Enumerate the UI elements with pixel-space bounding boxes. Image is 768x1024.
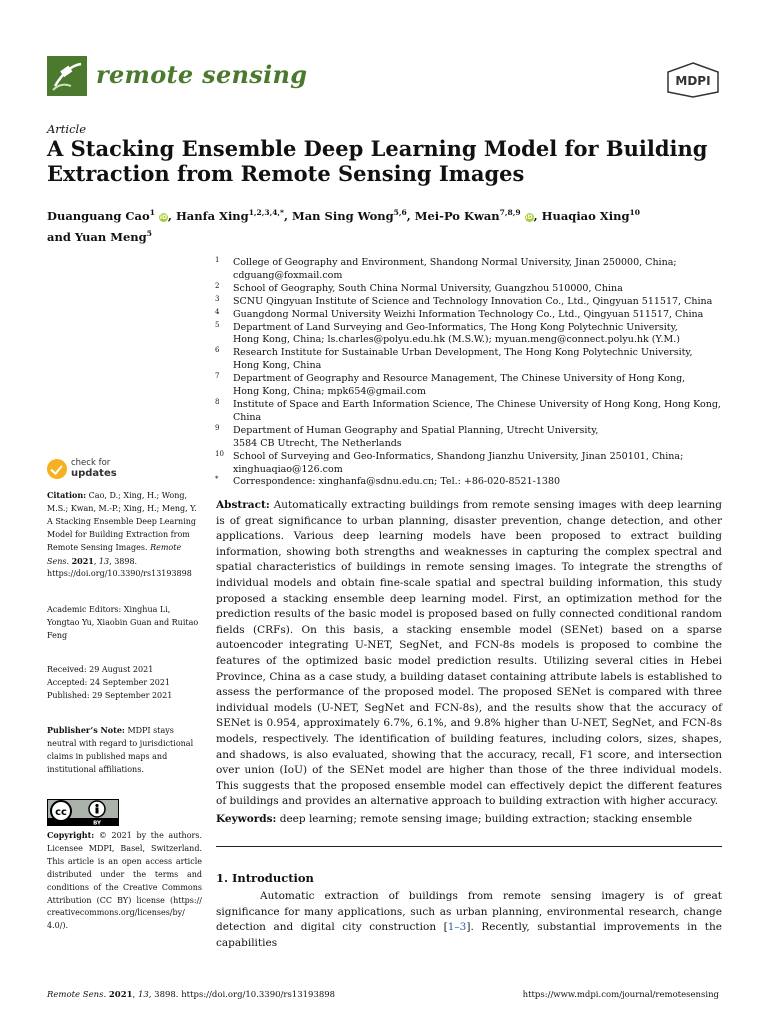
author-affiliation-marker: 1,2,3,4,* <box>248 208 284 217</box>
affiliation-line: Department of Human Geography and Spatial Planning, Utrecht University, <box>233 424 599 436</box>
author-affiliation-marker: 5,6 <box>393 208 407 217</box>
affiliation-item <box>213 399 743 425</box>
affiliation-line: cdguang@foxmail.com <box>233 269 343 281</box>
citation-journal: Remote Sens. <box>47 542 182 566</box>
affiliation-item <box>213 283 743 296</box>
copyright-notice <box>47 829 202 933</box>
affiliation-number: 10 <box>215 449 224 458</box>
mdpi-logo-icon <box>666 62 720 98</box>
footer-journal-url[interactable]: https://www.mdpi.com/journal/remotesensing <box>522 990 719 1000</box>
affiliation-list <box>213 257 743 489</box>
keywords-text: deep learning; remote sensing image; building extraction; stacking ensemble <box>279 813 693 825</box>
affiliation-number: 6 <box>215 346 220 355</box>
affiliation-line: Department of Geography and Resource Management, The Chinese University of Hong Kong, <box>233 373 686 385</box>
footer-volume: 13 <box>137 990 149 1000</box>
affiliation-number: 7 <box>215 372 220 381</box>
affiliation-line: Hong Kong, China <box>233 360 322 372</box>
paper-title: A Stacking Ensemble Deep Learning Model for Building Extraction from Remote Sensing Images <box>47 136 708 186</box>
author-name: Man Sing Wong <box>291 208 394 223</box>
intro-text-start: Automatic extraction of buildings from remote sensing imagery is of great significance for many applications, such as urban planning, environmental research, change detection and digital city construction [ <box>216 890 722 934</box>
publication-dates <box>47 664 202 703</box>
affiliation-number: 4 <box>215 307 220 316</box>
check-updates-label-bold: updates <box>71 468 117 479</box>
affiliation-number: 2 <box>215 281 220 290</box>
affiliation-line: Guangdong Normal University Weizhi Information Technology Co., Ltd., Qingyuan 511517, China <box>233 308 704 320</box>
citation-link[interactable]: 1–3 <box>447 921 467 934</box>
affiliation-line: School of Surveying and Geo-Informatics, Shandong Jianzhu University, Jinan 250101, China; <box>233 450 684 462</box>
publisher-name: MDPI <box>675 74 711 88</box>
publisher-note-label: Publisher’s Note: <box>47 725 125 735</box>
journal-name: remote sensing <box>96 60 308 89</box>
author-list: Duanguang Cao$^1$ iD, Hanfa Xing$^{1,2,3,4,*}$, Man Sing Wong$^{5,6}$, Mei-Po Kwan$^{7,8,9}$ iD, Huaqiao Xing$^{10}$ and Yuan Meng$^5$ <box>47 208 640 244</box>
section-heading: 1. Introduction <box>216 871 314 885</box>
author-name: Duanguang Cao <box>47 208 150 223</box>
check-icon <box>47 459 67 479</box>
citation-label: Citation: <box>47 490 87 500</box>
author-name: Hanfa Xing <box>175 208 249 223</box>
affiliation-line: Hong Kong, China; mpk654@gmail.com <box>233 386 426 398</box>
keywords-label: Keywords: <box>216 813 277 825</box>
affiliation-line: Institute of Space and Earth Information Science, The Chinese University of Hong Kong, Hong Kong, China <box>233 398 721 423</box>
author-affiliation-marker: 10 <box>629 208 640 217</box>
abstract-label: Abstract: <box>216 499 270 511</box>
affiliation-line: SCNU Qingyuan Institute of Science and Technology Innovation Co., Ltd., Qingyuan 511517, China <box>233 295 713 307</box>
citation-text: Cao, D.; Xing, H.; Wong, M.S.; Kwan, M.-P.; Xing, H.; Meng, Y. A Stacking Ensemble Deep Learning Model for Building Extraction from Remote Sensing Images. <box>47 491 197 552</box>
orcid-icon[interactable]: iD <box>159 213 167 221</box>
author-name: Mei-Po Kwan <box>414 208 500 223</box>
svg-text:cc: cc <box>55 807 67 818</box>
affiliation-item <box>213 309 743 322</box>
cc-by-license-icon[interactable] <box>47 799 119 826</box>
affiliation-item <box>213 322 743 348</box>
footer-journal: Remote Sens. <box>47 990 107 1000</box>
citation-block: Citation: Cao, D.; Xing, H.; Wong, M.S.; Kwan, M.-P.; Xing, H.; Meng, Y. A Stacking Ensemble Deep Learning Model for Building Extraction from Remote Sensing Images. Remote Sens. 2021, 13, 3898. https://doi.org/10.3390/rs13193898 <box>47 490 197 579</box>
affiliation-item <box>213 476 743 489</box>
accepted-date: Accepted: 24 September 2021 <box>47 677 171 687</box>
affiliation-line: Research Institute for Sustainable Urban Development, The Hong Kong Polytechnic University, <box>233 347 693 359</box>
affiliation-line: xinghuaqiao@126.com <box>233 463 343 475</box>
abstract <box>216 498 722 810</box>
author-name: Yuan Meng <box>74 229 147 244</box>
affiliation-number: 5 <box>215 320 220 329</box>
affiliation-item <box>213 296 743 309</box>
copyright-text: © 2021 by the authors. Licensee MDPI, Basel, Switzerland. This article is an open access article distributed under the terms and conditions of the Creative Commons Attribution (CC BY) license (https:// creativecommons.org/licenses/by/ 4.0/). <box>47 831 202 931</box>
citation-volume: 13 <box>98 556 110 566</box>
affiliation-item <box>213 347 743 373</box>
affiliation-line: School of Geography, South China Normal University, Guangzhou 510000, China <box>233 282 623 294</box>
footer-year: 2021 <box>108 990 133 1000</box>
affiliation-item <box>213 425 743 451</box>
footer-doi[interactable]: , 3898. https://doi.org/10.3390/rs13193898 <box>148 990 336 1000</box>
author-affiliation-marker: 7,8,9 <box>499 208 521 217</box>
citation-year: 2021 <box>71 555 94 566</box>
affiliation-number: * <box>215 475 219 484</box>
affiliation-number: 8 <box>215 397 220 406</box>
introduction-paragraph <box>216 889 722 951</box>
affiliation-number: 3 <box>215 294 220 303</box>
affiliation-line: Department of Land Surveying and Geo-Informatics, The Hong Kong Polytechnic University, <box>233 321 678 333</box>
check-updates-label: check for <box>71 458 111 468</box>
author-affiliation-marker: 1 <box>149 208 155 217</box>
affiliation-line: Correspondence: xinghanfa@sdnu.edu.cn; Tel.: +86-020-8521-1380 <box>233 476 561 488</box>
affiliation-number: 9 <box>215 423 220 432</box>
abstract-text: Automatically extracting buildings from remote sensing images with deep learning is of great significance to urban planning, disaster prevention, change detection, and other applications. Various deep learning models have been proposed to extract building information, showing both strengths and weaknesses in capturing the complex spectral and spatial characteristics of buildings in remote sensing images. To integrate the strengths of individual models and obtain fine-scale spatial and spectral building information, this study proposed a stacking ensemble deep learning model. First, an optimization method for the prediction results of the basic model is proposed based on fully connected conditional random fields (CRFs). On this basis, a stacking ensemble model (SENet) based on a sparse autoencoder integrating U-NET, SegNet, and FCN-8s models is proposed to combine the features of the optimized basic model prediction results. Utilizing several cities in Hebei Province, China as a case study, a building dataset containing attribute labels is established to assess the performance of the proposed model. The proposed SENet is compared with three individual models (U-NET, SegNet and FCN-8s), and the results show that the accuracy of SENet is 0.954, approximately 6.7%, 6.1%, and 9.8% higher than U-NET, SegNet, and FCN-8s models, respectively. The identification of building features, including colors, sizes, shapes, and shadows, is also evaluated, showing that the accuracy, recall, F1 score, and intersection over union (IoU) of the SENet model are higher than those of the three individual models. This suggests that the proposed ensemble model can effectively depict the different features of buildings and provides an alternative approach to building extraction with higher accuracy. <box>216 499 722 808</box>
affiliation-line: 3584 CB Utrecht, The Netherlands <box>233 437 402 449</box>
article-type: Article <box>47 122 87 136</box>
citation-doi[interactable]: , 3898. https://doi.org/10.3390/rs13193898 <box>47 556 192 579</box>
keywords <box>216 812 722 828</box>
svg-text:BY: BY <box>93 820 101 826</box>
affiliation-line: Hong Kong, China; ls.charles@polyu.edu.hk (M.S.W.); myuan.meng@connect.polyu.hk (Y.M.) <box>233 334 680 346</box>
affiliation-line: College of Geography and Environment, Shandong Normal University, Jinan 250000, China; <box>233 257 677 268</box>
affiliation-number: 1 <box>215 256 220 264</box>
academic-editors: Academic Editors: Xinghua Li, Yongtao Yu, Xiaobin Guan and Ruitao Feng <box>47 605 199 640</box>
intro-text-end: ]. Recently, substantial improvements in the capabilities <box>216 921 722 949</box>
received-date: Received: 29 August 2021 <box>47 665 154 674</box>
orcid-icon[interactable]: iD <box>525 213 533 221</box>
affiliation-item <box>213 257 743 283</box>
check-for-updates-badge[interactable] <box>47 457 127 483</box>
copyright-label: Copyright: <box>47 830 95 840</box>
footer-citation: Remote Sens. 2021, 13, 3898. https://doi.org/10.3390/rs13193898 <box>47 990 336 1000</box>
author-name: Huaqiao Xing <box>541 208 630 223</box>
publisher-note-text: MDPI stays neutral with regard to jurisdictional claims in published maps and institutional affiliations. <box>47 726 194 774</box>
affiliation-item <box>213 373 743 399</box>
publisher-note <box>47 724 202 777</box>
affiliation-item <box>213 451 743 477</box>
section-divider <box>216 846 722 847</box>
journal-logo-icon <box>47 56 87 96</box>
published-date: Published: 29 September 2021 <box>47 690 173 700</box>
author-affiliation-marker: 5 <box>146 228 152 238</box>
